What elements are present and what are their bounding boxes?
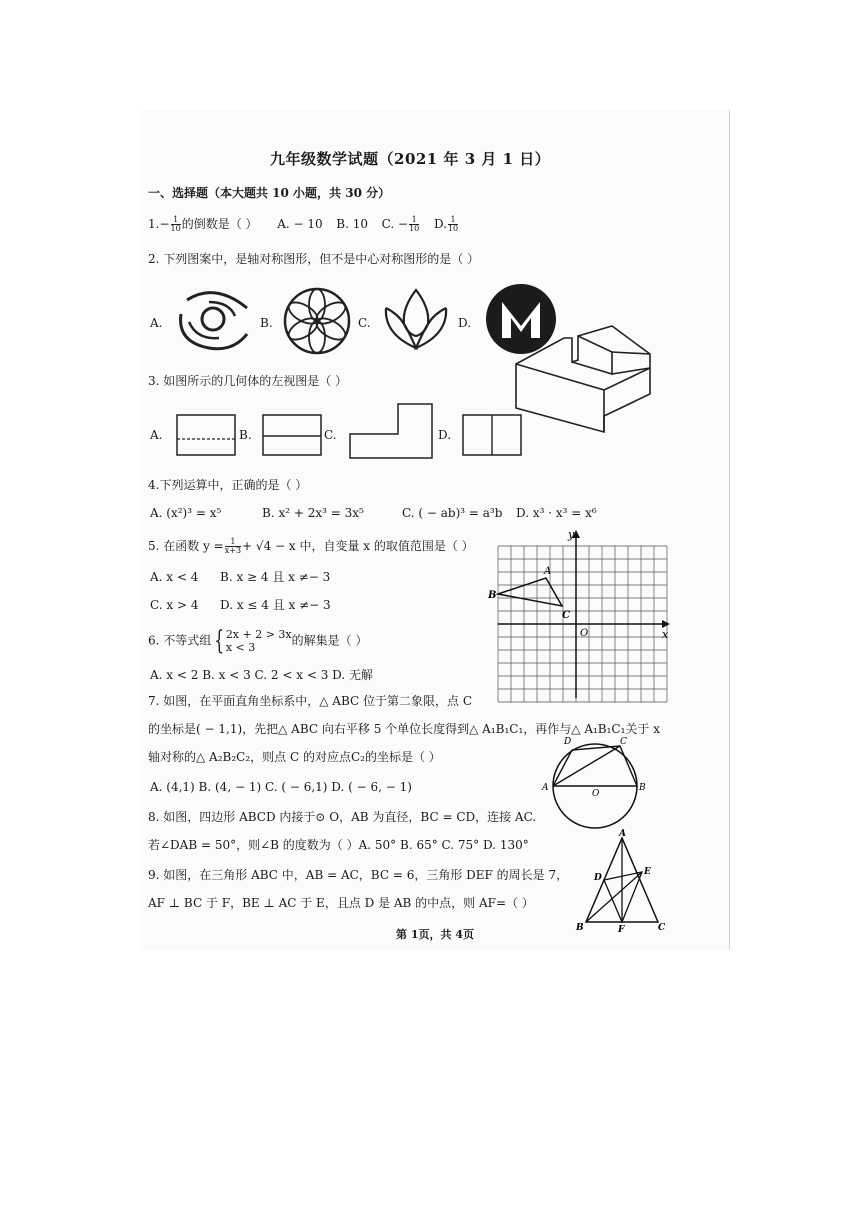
q1-option-c: C. − $\frac{1}{10}$ bbox=[381, 215, 420, 233]
question-8-line-2: 若∠DAB = 50°，则∠B 的度数为（ ）A. 50° B. 65° C. 75° D. 130° bbox=[148, 838, 529, 852]
q5-option-b: B. x ≥ 4 且 x ≠− 3 bbox=[220, 570, 331, 584]
q5-option-c: C. x > 4 bbox=[150, 598, 199, 612]
q7-options: A. (4,1) B. (4, − 1) C. ( − 6,1) D. ( − 6, − 1) bbox=[150, 780, 412, 794]
question-5: 5. 在函数 y = $\frac{1}{x+3}$ + √4 − x 中，自变量 x 的取值范围是（ ） bbox=[148, 537, 474, 555]
q2-label-c: C. bbox=[358, 316, 371, 330]
page-title: 九年级数学试题（2021 年 3 月 1 日） bbox=[270, 150, 551, 168]
q5-option-a: A. x < 4 bbox=[150, 570, 199, 584]
circle-center-o: O bbox=[592, 789, 600, 799]
paper-edge bbox=[729, 110, 730, 950]
tri-point-a: A bbox=[619, 829, 626, 839]
q2-label-a: A. bbox=[150, 316, 163, 330]
q5-option-d: D. x ≤ 4 且 x ≠− 3 bbox=[220, 598, 331, 612]
question-7-line-3: 轴对称的△ A₂B₂C₂，则点 C 的对应点C₂的坐标是（ ） bbox=[148, 750, 441, 764]
figure-2c-lotus bbox=[380, 284, 452, 354]
figure-2b-flower bbox=[282, 286, 352, 356]
q3-option-d-view bbox=[462, 414, 522, 456]
section-heading: 一、选择题（本大题共 10 小题，共 30 分） bbox=[148, 186, 391, 200]
q6-options: A. x < 2 B. x < 3 C. 2 < x < 3 D. 无解 bbox=[150, 668, 373, 682]
tri-point-c: C bbox=[658, 923, 666, 933]
q4-option-a: A. (x²)³ = x⁵ bbox=[150, 506, 222, 520]
q4-option-b: B. x² + 2x³ = 3x⁵ bbox=[262, 506, 364, 520]
figure-3-solid bbox=[512, 324, 658, 436]
circle-point-d: D bbox=[564, 737, 572, 747]
question-1: 1.− $\frac{1}{10}$ 的倒数是（ ） A. − 10 B. 10 C. − $\frac{1}{10}$ D. $\frac{1}{10}$ bbox=[148, 215, 459, 233]
circle-point-c: C bbox=[620, 737, 627, 747]
question-9-line-2: AF ⊥ BC 于 F，BE ⊥ AC 于 E，且点 D 是 AB 的中点，则 AF=（ ） bbox=[148, 896, 534, 910]
circle-figure bbox=[540, 734, 650, 834]
q3-option-b-view bbox=[262, 414, 322, 456]
q1-option-b: B. 10 bbox=[336, 217, 368, 231]
question-6: 6. 不等式组 { 2x + 2 > 3x x < 3 的解集是（ ） bbox=[148, 626, 368, 657]
q2-label-b: B. bbox=[260, 316, 273, 330]
triangle-figure bbox=[574, 828, 670, 934]
tri-point-b: B bbox=[576, 923, 584, 933]
grid-y-label: y bbox=[568, 528, 575, 541]
q2-label-d: D. bbox=[458, 316, 472, 330]
grid-origin-label: O bbox=[580, 628, 589, 639]
q1-option-a: A. − 10 bbox=[277, 217, 323, 231]
q4-option-c: C. ( − ab)³ = a³b bbox=[402, 506, 503, 520]
grid-x-label: x bbox=[662, 628, 669, 641]
q3-label-a: A. bbox=[150, 428, 163, 442]
coordinate-grid-figure bbox=[490, 528, 670, 706]
question-4: 4.下列运算中，正确的是（ ） bbox=[148, 478, 308, 492]
grid-point-c: C bbox=[562, 610, 570, 621]
q4-option-d: D. x³ · x³ = x⁶ bbox=[516, 506, 597, 520]
q1-option-d: D. $\frac{1}{10}$ bbox=[433, 215, 459, 233]
q3-option-a-view bbox=[176, 414, 236, 456]
figure-2a-swirl bbox=[175, 286, 255, 356]
q3-option-c-view bbox=[348, 402, 434, 460]
circle-point-a: A bbox=[542, 783, 549, 793]
question-7-line-1: 7. 如图，在平面直角坐标系中，△ ABC 位于第二象限，点 C bbox=[148, 694, 473, 708]
q3-label-c: C. bbox=[324, 428, 337, 442]
grid-point-a: A bbox=[544, 566, 552, 577]
question-9-line-1: 9. 如图，在三角形 ABC 中，AB = AC，BC = 6，三角形 DEF 的周长是 7， bbox=[148, 868, 569, 882]
tri-point-d: D bbox=[594, 873, 602, 883]
q3-label-d: D. bbox=[438, 428, 452, 442]
circle-point-b: B bbox=[639, 783, 646, 793]
grid-point-b: B bbox=[488, 590, 497, 601]
question-2: 2. 下列图案中，是轴对称图形，但不是中心对称图形的是（ ） bbox=[148, 252, 480, 266]
q3-label-b: B. bbox=[239, 428, 252, 442]
question-7-line-2: 的坐标是( − 1,1)，先把△ ABC 向右平移 5 个单位长度得到△ A₁B₁C₁，再作与△ A₁B₁C₁关于 x bbox=[148, 722, 661, 736]
question-8-line-1: 8. 如图，四边形 ABCD 内接于⊙ O，AB 为直径，BC = CD，连接 AC. bbox=[148, 810, 537, 824]
question-3: 3. 如图所示的几何体的左视图是（ ） bbox=[148, 374, 348, 388]
page-footer: 第 1页，共 4页 bbox=[396, 928, 474, 941]
tri-point-e: E bbox=[644, 867, 651, 877]
tri-point-f: F bbox=[618, 925, 625, 935]
